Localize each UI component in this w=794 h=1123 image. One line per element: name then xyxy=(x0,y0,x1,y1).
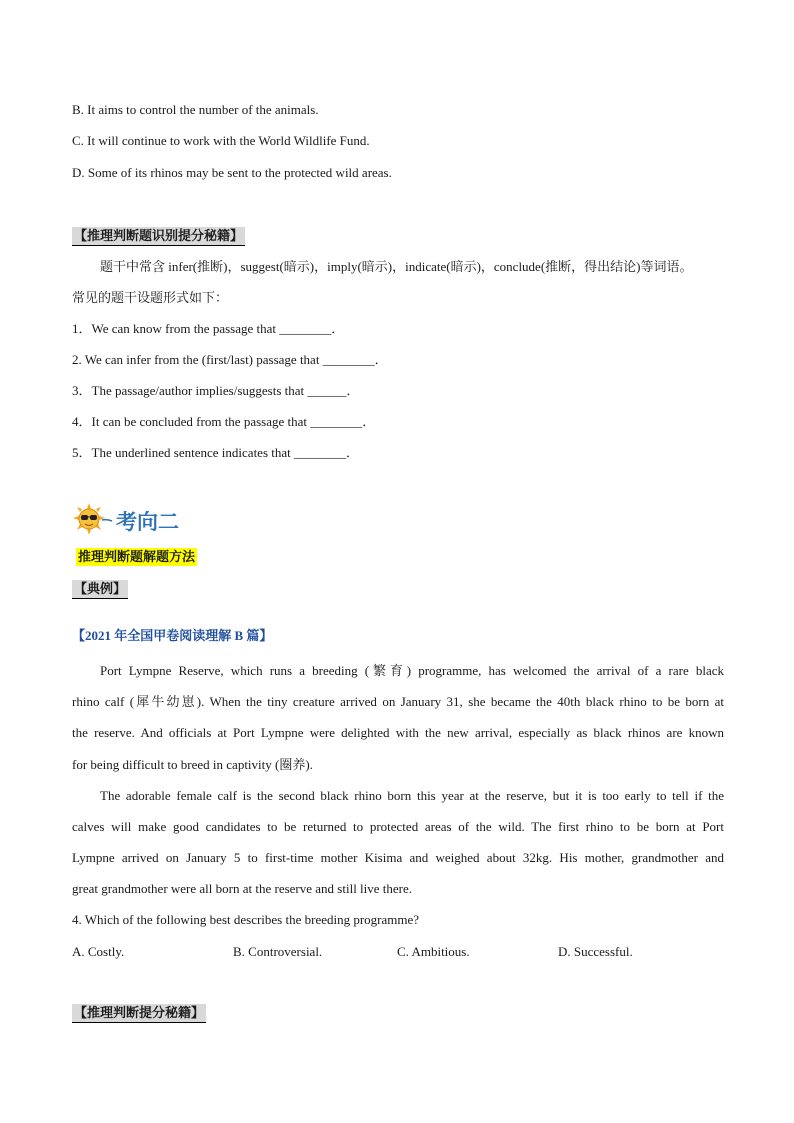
passage-line-8: great grandmother were all born at the reserve and still live there. xyxy=(72,881,413,896)
question-4: 4. Which of the following best describes the breeding programme? xyxy=(72,912,420,927)
section-header xyxy=(72,504,179,538)
option-d-prev: D. Some of its rhinos may be sent to the protected wild areas. xyxy=(72,165,392,180)
passage-line-3: the reserve. And officials at Port Lympne were delighted with the new arrival, especially as black rhinos are known xyxy=(72,725,724,740)
question-form-4: 4．It can be concluded from the passage that ________． xyxy=(72,414,376,429)
passage-line-4: for being difficult to breed in captivity (圈养). xyxy=(72,757,313,772)
answer-option-b: B. Controversial. xyxy=(233,944,323,959)
passage-line-2: rhino calf (犀牛幼崽). When the tiny creature arrived on January 31, she became the 40th black rhino to be born at xyxy=(72,694,724,709)
answer-option-c: C. Ambitious. xyxy=(397,944,470,959)
passage-line-1: Port Lympne Reserve, which runs a breeding (繁育) programme, has welcomed the arrival of a rare black xyxy=(100,663,724,678)
passage-line-5: The adorable female calf is the second black rhino born this year at the reserve, but it is too early to tell if the xyxy=(100,788,724,803)
tips-paragraph-1: 题干中常含 infer(推断)，suggest(暗示)，imply(暗示)，indicate(暗示)，conclude(推断，得出结论)等词语。 xyxy=(100,259,693,274)
source-heading: 【2021 年全国甲卷阅读理解 B 篇】 xyxy=(72,628,273,643)
question-form-2: 2. We can infer from the (first/last) passage that ________． xyxy=(72,352,388,367)
option-c-prev: C. It will continue to work with the World Wildlife Fund. xyxy=(72,133,370,148)
tips-paragraph-2: 常见的题干设题形式如下： xyxy=(72,290,229,305)
sun-with-sunglasses-icon xyxy=(72,502,114,541)
bottom-heading: 【推理判断提分秘籍】 xyxy=(72,1004,206,1023)
question-form-5: 5．The underlined sentence indicates that ________． xyxy=(72,445,360,460)
tips-heading: 【推理判断题识别提分秘籍】 xyxy=(72,227,245,246)
example-label-row xyxy=(72,580,724,599)
section-subtitle-row xyxy=(76,548,728,566)
section-title: 考向二 xyxy=(116,510,179,534)
passage-line-6: calves will make good candidates to be returned to protected areas of the wild. The first rhino to be born at Port xyxy=(72,819,724,834)
section-subtitle: 推理判断题解题方法 xyxy=(78,549,196,564)
answer-option-a: A. Costly. xyxy=(72,944,125,959)
question-form-3: 3．The passage/author implies/suggests that ______． xyxy=(72,383,360,398)
tips-heading-row xyxy=(72,227,724,246)
bottom-heading-row xyxy=(72,1004,724,1023)
answer-option-d: D. Successful. xyxy=(558,944,633,959)
passage-line-7: Lympne arrived on January 5 to first-time mother Kisima and weighed about 32kg. His mother, grandmother and xyxy=(72,850,724,865)
question-form-1: 1．We can know from the passage that ________． xyxy=(72,321,345,336)
example-label: 【典例】 xyxy=(72,580,128,599)
option-b-prev: B. It aims to control the number of the animals. xyxy=(72,102,319,117)
